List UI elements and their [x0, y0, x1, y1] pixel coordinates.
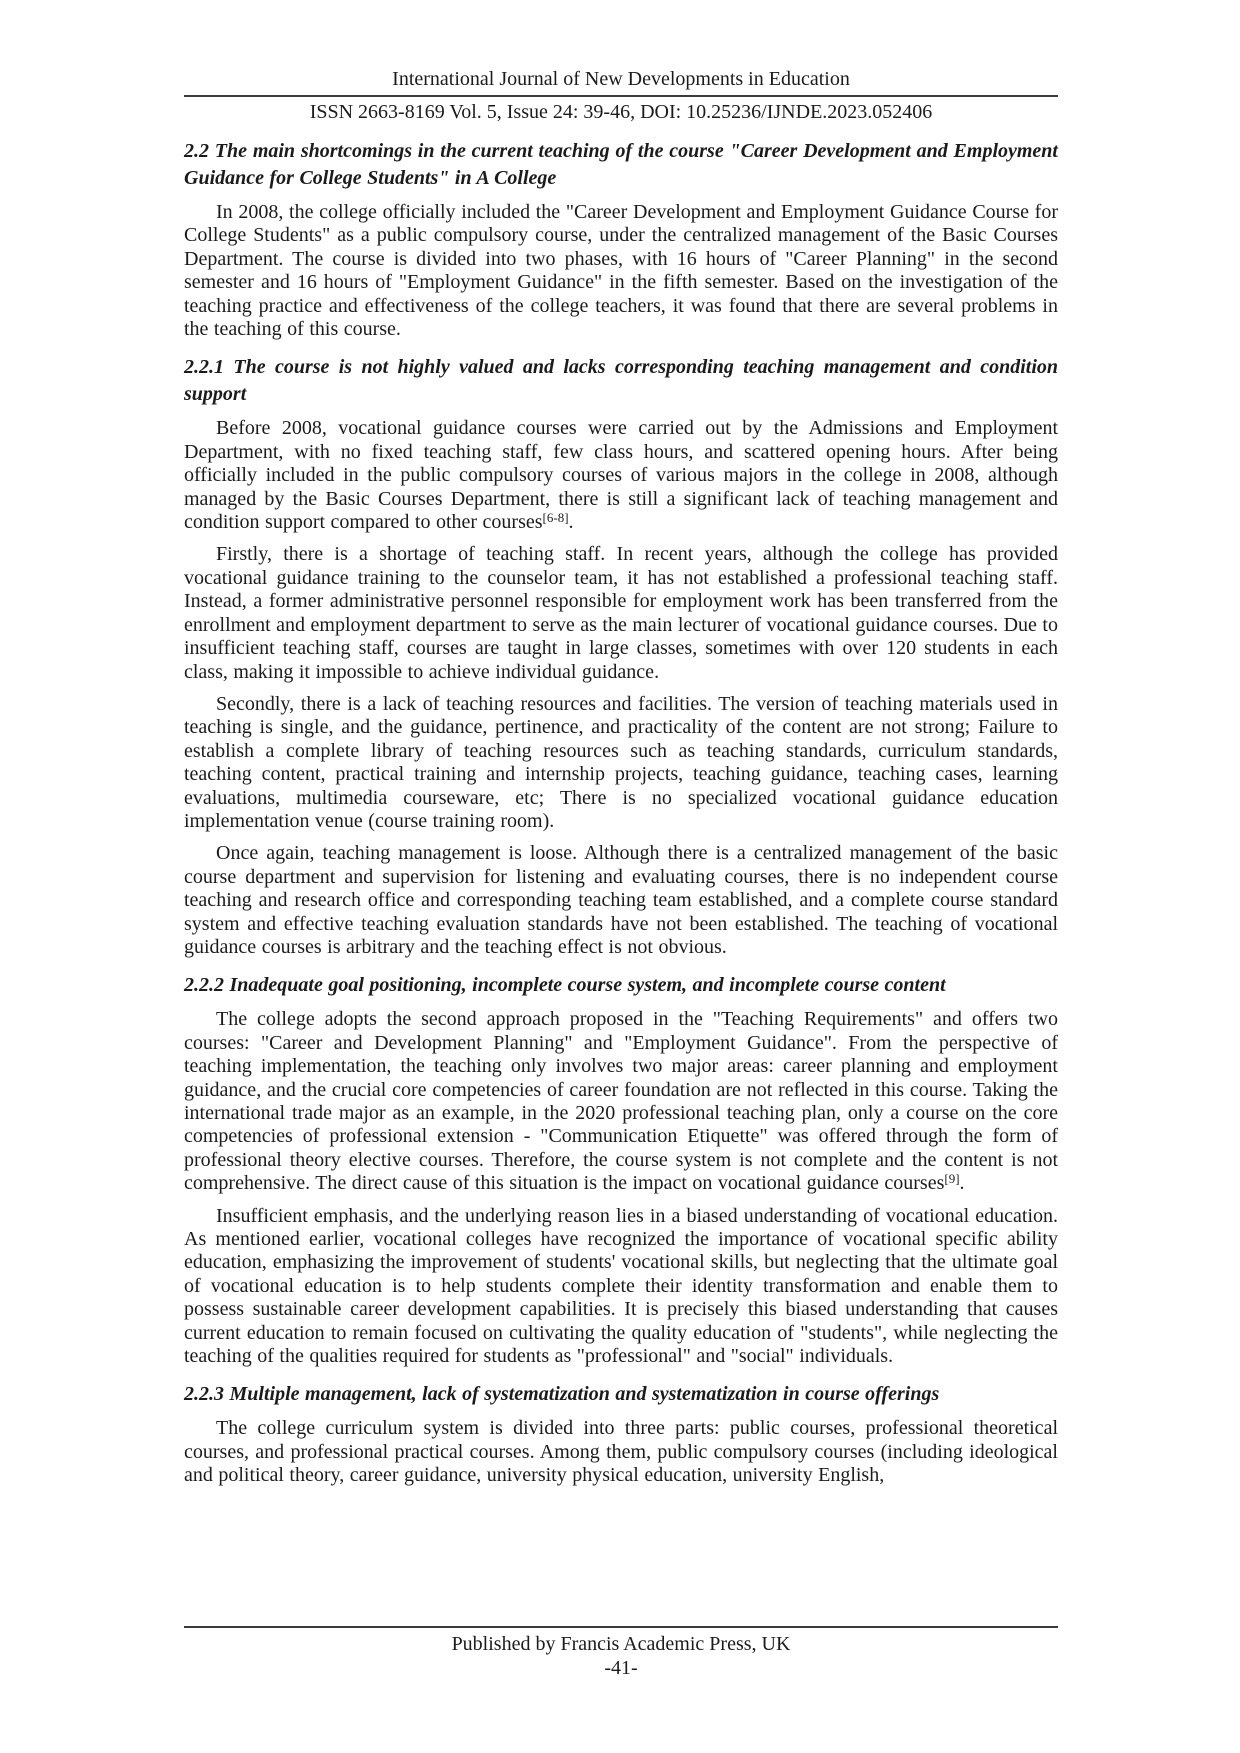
- page-number: -41-: [604, 1657, 638, 1679]
- article-body: [184, 138, 1058, 1497]
- paragraph-insufficient: Insufficient emphasis, and the underlying reason lies in a biased understanding of vocational education. As mentioned earlier, vocational colleges have recognized the importance of vocational specific ability education, emphasizing the improvement of students' vocational skills, but neglecting that the ultimate goal of vocational education is to help students complete their identity transformation and enable them to possess sustainable career development capabilities. It is precisely this biased understanding that causes current education to remain focused on cultivating the quality education of "students", while neglecting the teaching of the qualities required for students as "professional" and "social" individuals.: [184, 1204, 1058, 1368]
- footer-rule: [184, 1626, 1058, 1628]
- page-footer: [184, 1626, 1058, 1680]
- paragraph-before-2008-period: .: [568, 511, 574, 534]
- paragraph-college-adopts-period: .: [959, 1172, 965, 1195]
- section-heading-2-2-1: 2.2.1 The course is not highly valued and lacks corresponding teaching management and condition support: [184, 356, 1058, 406]
- paragraph-once-again: Once again, teaching management is loose. Although there is a centralized management of the basic course department and supervision for listening and evaluating courses, there is no independent course teaching and research office and corresponding teaching team established, and a complete course standard system and effective teaching evaluation standards have not been established. The teaching of vocational guidance courses is arbitrary and the teaching effect is not obvious.: [184, 842, 1058, 958]
- paragraph-secondly: Secondly, there is a lack of teaching resources and facilities. The version of teaching materials used in teaching is single, and the guidance, pertinence, and practicality of the content are not strong; Failure to establish a complete library of teaching resources such as teaching standards, curriculum standards, teaching content, practical training and internship projects, teaching guidance, teaching cases, learning evaluations, multimedia courseware, etc; There is no specialized vocational guidance education implementation venue (course training room).: [184, 692, 1058, 832]
- issn-doi-line: ISSN 2663-8169 Vol. 5, Issue 24: 39-46, DOI: 10.25236/IJNDE.2023.052406: [309, 101, 933, 123]
- paragraph-before-2008: [184, 417, 1058, 534]
- citation-ref-9: [9]: [944, 1171, 960, 1187]
- paragraph-college-adopts-text: The college adopts the second approach proposed in the "Teaching Requirements" and offers two courses: "Career and Development Planning" and "Employment Guidance". From the perspective of teaching implementation, the teaching only involves two major areas: career planning and employment guidance, and the crucial core competencies of career foundation are not reflected in this course. Taking the international trade major as an example, in the 2020 professional teaching plan, only a course on the core competencies of professional extension - "Communication Etiquette" was offered through the form of professional theory elective courses. Therefore, the course system is not complete and the content is not comprehensive. The direct cause of this situation is the impact on vocational guidance courses: [184, 1008, 1058, 1195]
- section-heading-2-2: 2.2 The main shortcomings in the current teaching of the course "Career Development and Employment Guidance for College Students" in A College: [184, 140, 1058, 189]
- page-header: [184, 66, 1058, 125]
- paragraph-college-adopts: [184, 1008, 1058, 1195]
- paragraph-curriculum: The college curriculum system is divided into three parts: public courses, professional theoretical courses, and professional practical courses. Among them, public compulsory courses (including ideological and political theory, career guidance, university physical education, university English,: [184, 1417, 1058, 1487]
- section-heading-2-2-3: 2.2.3 Multiple management, lack of systematization and systematization in course offerings: [184, 1383, 940, 1406]
- paragraph-intro: In 2008, the college officially included the "Career Development and Employment Guidance Course for College Students" as a public compulsory course, under the centralized management of the Basic Courses Department. The course is divided into two phases, with 16 hours of "Career Planning" in the second semester and 16 hours of "Employment Guidance" in the fifth semester. Based on the investigation of the teaching practice and effectiveness of the college teachers, it was found that there are several problems in the teaching of this course.: [184, 201, 1058, 341]
- paragraph-firstly: Firstly, there is a shortage of teaching staff. In recent years, although the college has provided vocational guidance training to the counselor team, it has not established a professional teaching staff. Instead, a former administrative personnel responsible for employment work has been transferred from the enrollment and employment department to serve as the main lecturer of vocational guidance courses. Due to insufficient teaching staff, courses are taught in large classes, sometimes with over 120 students in each class, making it impossible to achieve individual guidance.: [184, 543, 1058, 683]
- section-heading-2-2-2: 2.2.2 Inadequate goal positioning, incomplete course system, and incomplete course content: [184, 974, 946, 997]
- publisher-line: Published by Francis Academic Press, UK: [451, 1633, 791, 1655]
- paragraph-before-2008-text: Before 2008, vocational guidance courses were carried out by the Admissions and Employment Department, with no fixed teaching staff, few class hours, and scattered opening hours. After being officially included in the public compulsory courses of various majors in the college in 2008, although managed by the Basic Courses Department, there is still a significant lack of teaching management and condition support compared to other courses: [184, 417, 1058, 534]
- journal-title: International Journal of New Developments in Education: [392, 68, 850, 90]
- citation-ref-6-8: [6-8]: [542, 510, 569, 526]
- header-rule: [184, 95, 1058, 97]
